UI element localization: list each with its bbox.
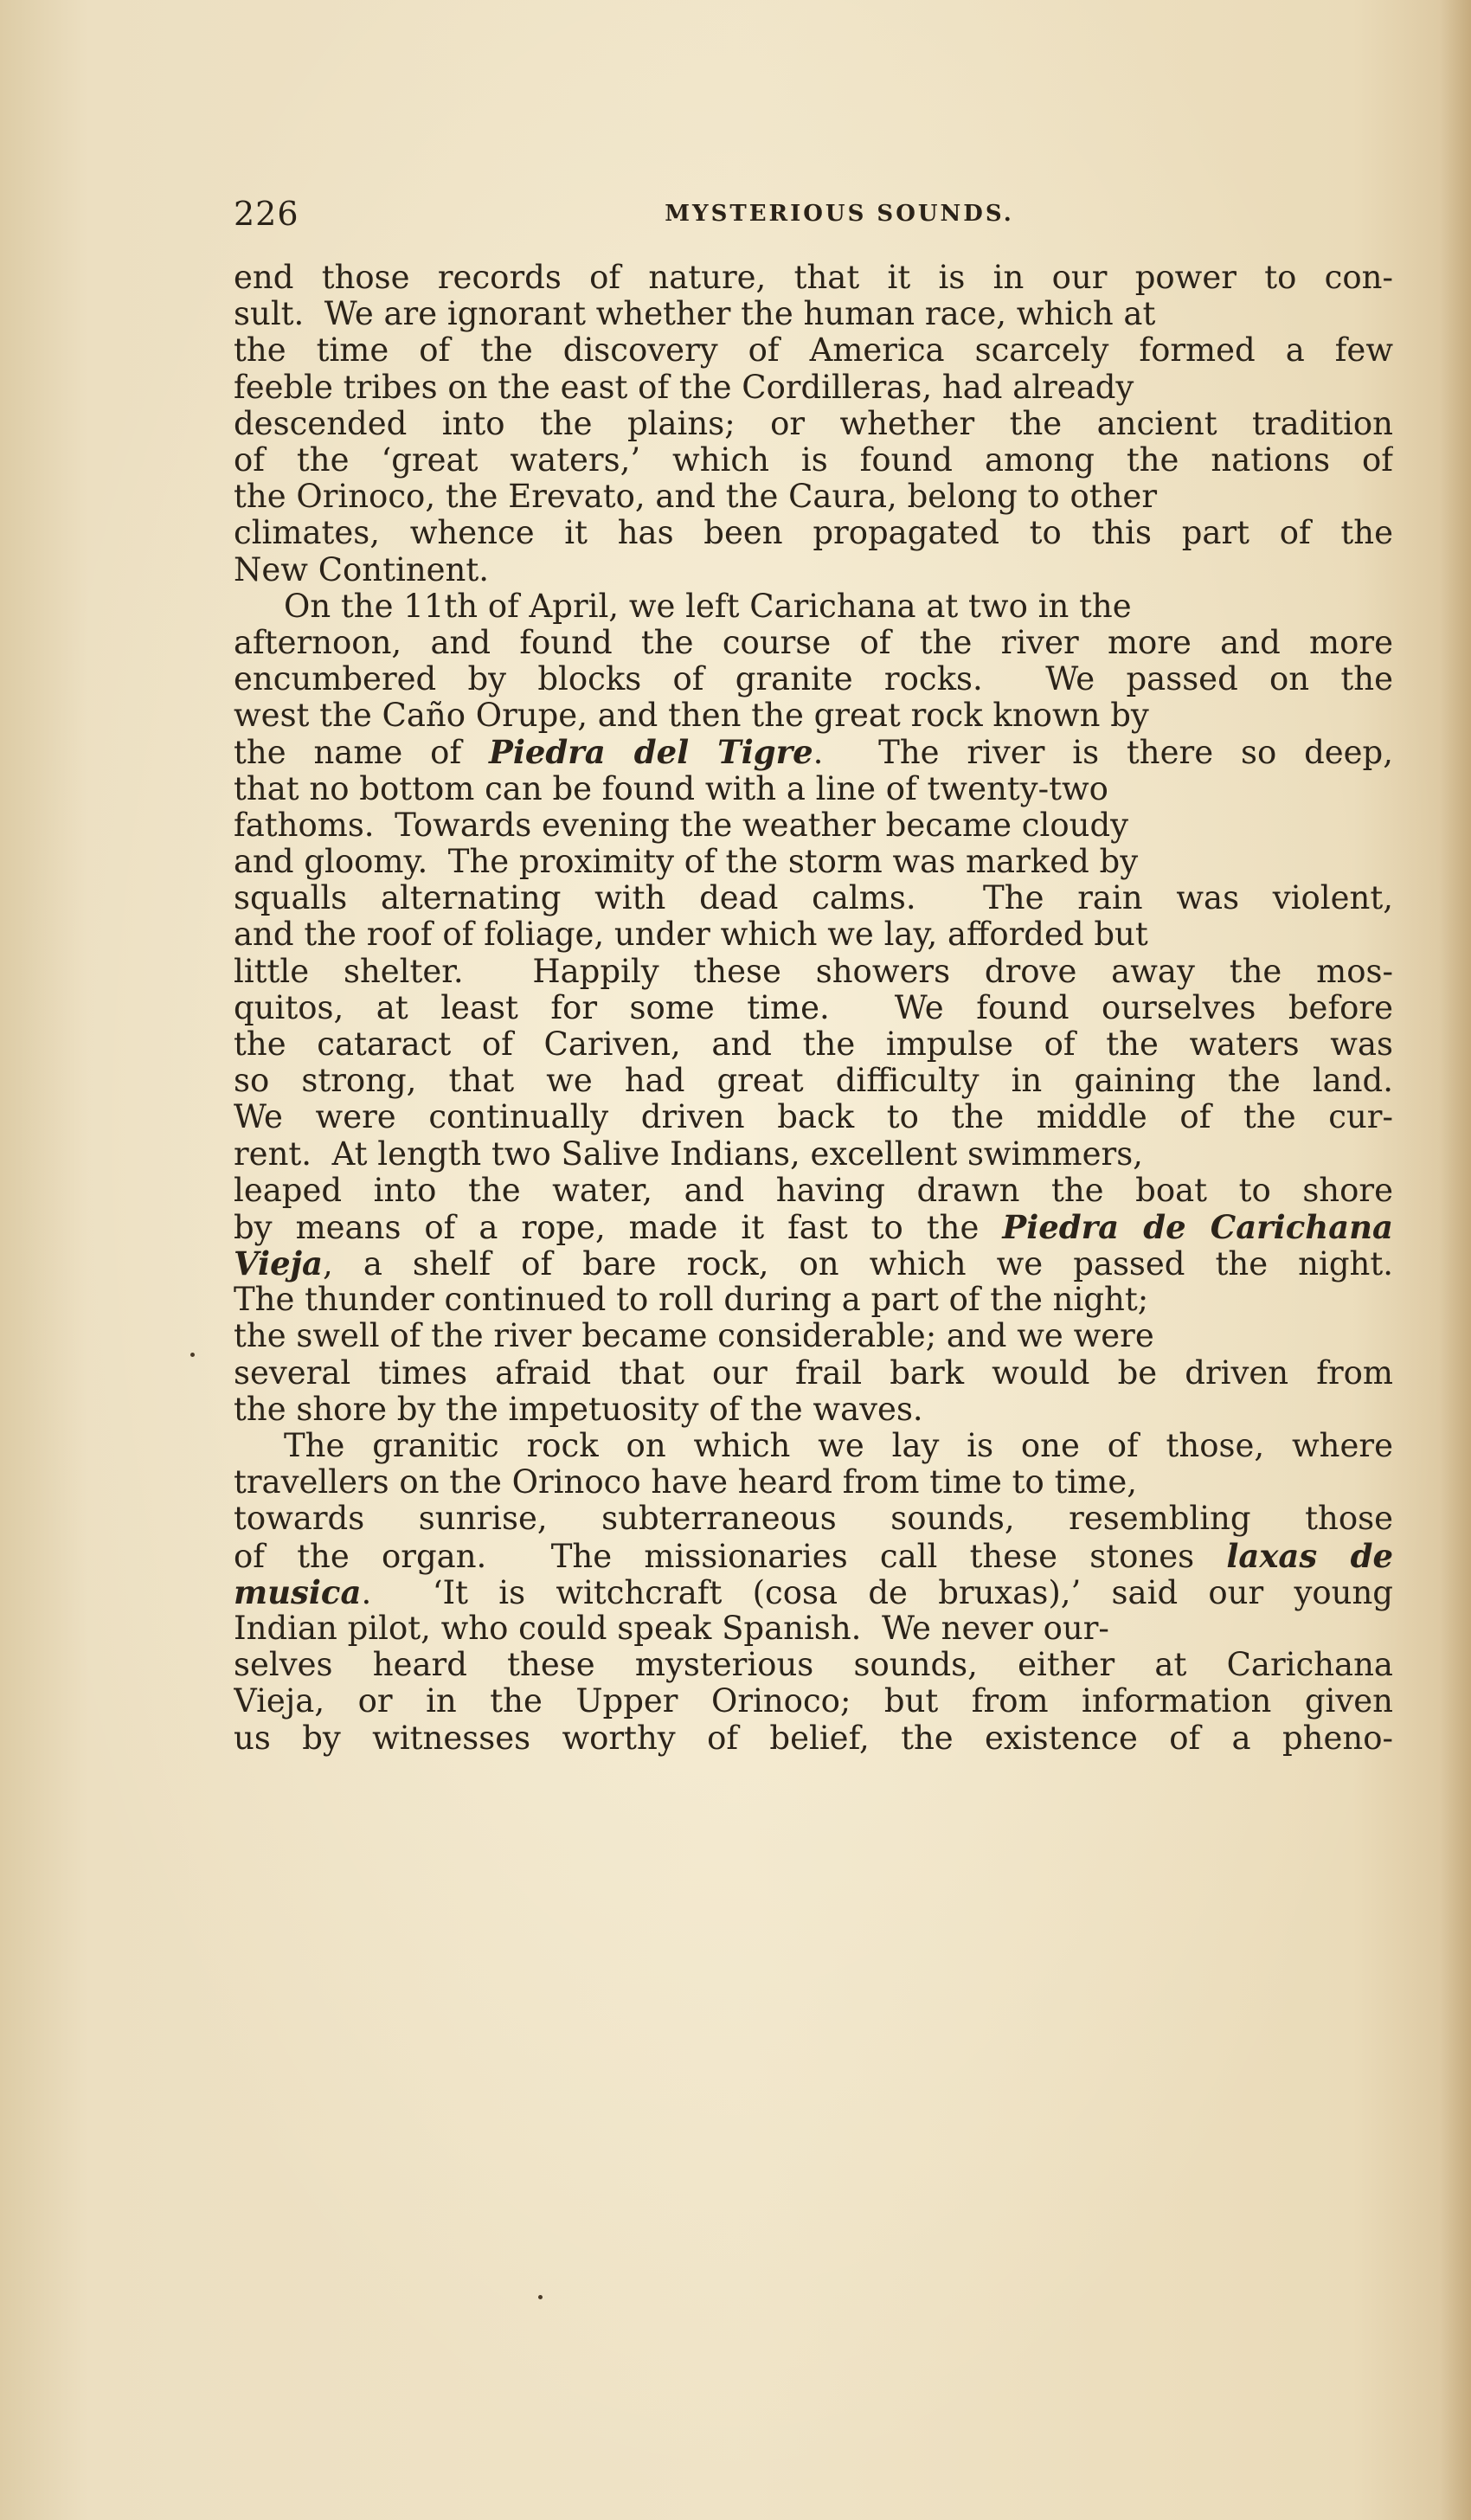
- text-line: selves heard these mysterious sounds, either at Carichana: [234, 1646, 1393, 1684]
- text-line: several times afraid that our frail bark would be driven from: [234, 1353, 1393, 1392]
- text-line: rent. At length two Salive Indians, excellent swimmers,: [234, 1135, 1143, 1173]
- ink-speck: [538, 2295, 543, 2299]
- text-line: sult. We are ignorant whether the human race, which at: [234, 295, 1156, 333]
- text-line: afternoon, and found the course of the river more and more: [234, 623, 1393, 661]
- text-line: musica. ‘It is witchcraft (cosa de bruxas),’ said our young: [234, 1572, 1393, 1611]
- text-line: The granitic rock on which we lay is one of those, where: [284, 1427, 1393, 1464]
- italic-phrase: laxas de: [1226, 1536, 1393, 1575]
- ink-speck: [190, 1353, 195, 1357]
- text-line: encumbered by blocks of granite rocks. We passed on the: [234, 660, 1393, 698]
- text-line: end those records of nature, that it is in our power to con-: [234, 260, 1393, 296]
- text-line: of the organ. The missionaries call these stones laxas de: [234, 1536, 1393, 1575]
- text-line: and gloomy. The proximity of the storm was marked by: [234, 843, 1139, 880]
- text-line: Vieja, a shelf of bare rock, on which we passed the night.: [234, 1244, 1393, 1283]
- page-header: [234, 183, 1393, 244]
- text-line: fathoms. Towards evening the weather became cloudy: [234, 806, 1129, 844]
- text-line: the time of the discovery of America scarcely formed a few: [234, 331, 1393, 370]
- text-line: climates, whence it has been propagated to this part of the: [234, 514, 1393, 552]
- text-line: by means of a rope, made it fast to the Piedra de Carichana: [234, 1207, 1393, 1246]
- text-line: the swell of the river became considerable; and we were: [234, 1317, 1154, 1355]
- text-line: that no bottom can be found with a line of twenty-two: [234, 769, 1108, 807]
- text-line: of the ‘great waters,’ which is found among the nations of: [234, 440, 1393, 479]
- text-line: On the 11th of April, we left Carichana at two in the: [284, 587, 1132, 625]
- italic-place-name: Piedra de Carichana: [1002, 1207, 1393, 1246]
- text-line: Indian pilot, who could speak Spanish. We never our-: [234, 1609, 1109, 1647]
- page-number: 226: [234, 195, 299, 233]
- text-line: west the Caño Orupe, and then the great rock known by: [234, 697, 1149, 735]
- text-line: little shelter. Happily these showers drove away the mos-: [234, 952, 1393, 990]
- running-head: MYSTERIOUS SOUNDS.: [665, 201, 1014, 227]
- italic-place-name: Vieja: [234, 1244, 324, 1283]
- text-line: New Continent.: [234, 550, 490, 588]
- text-line: the name of Piedra del Tigre. The river is there so deep,: [234, 733, 1393, 772]
- italic-phrase: musica: [234, 1572, 362, 1611]
- page-edge-shadow: [1440, 0, 1471, 2520]
- text-line: towards sunrise, subterraneous sounds, resembling those: [234, 1500, 1393, 1538]
- text-line: quitos, at least for some time. We found ourselves before: [234, 988, 1393, 1026]
- text-line: the cataract of Cariven, and the impulse of the waters was: [234, 1025, 1393, 1063]
- text-line: descended into the plains; or whether the ancient tradition: [234, 404, 1393, 442]
- text-line: We were continually driven back to the middle of the cur-: [234, 1098, 1393, 1136]
- text-line: us by witnesses worthy of belief, the existence of a pheno-: [234, 1719, 1393, 1757]
- text-line: leaped into the water, and having drawn the boat to shore: [234, 1171, 1393, 1209]
- text-line: the shore by the impetuosity of the waves.: [234, 1390, 923, 1428]
- text-line: travellers on the Orinoco have heard from time to time,: [234, 1463, 1138, 1501]
- text-line: squalls alternating with dead calms. The rain was violent,: [234, 879, 1393, 917]
- text-line: Vieja, or in the Upper Orinoco; but from information given: [234, 1682, 1393, 1720]
- body-text: [234, 260, 1393, 2380]
- text-line: The thunder continued to roll during a part of the night;: [234, 1281, 1149, 1319]
- text-line: and the roof of foliage, under which we lay, afforded but: [234, 916, 1148, 954]
- italic-place-name: Piedra del Tigre: [489, 733, 813, 772]
- text-line: so strong, that we had great difficulty in gaining the land.: [234, 1062, 1393, 1100]
- text-line: the Orinoco, the Erevato, and the Caura, belong to other: [234, 478, 1158, 516]
- text-line: feeble tribes on the east of the Cordilleras, had already: [234, 368, 1134, 406]
